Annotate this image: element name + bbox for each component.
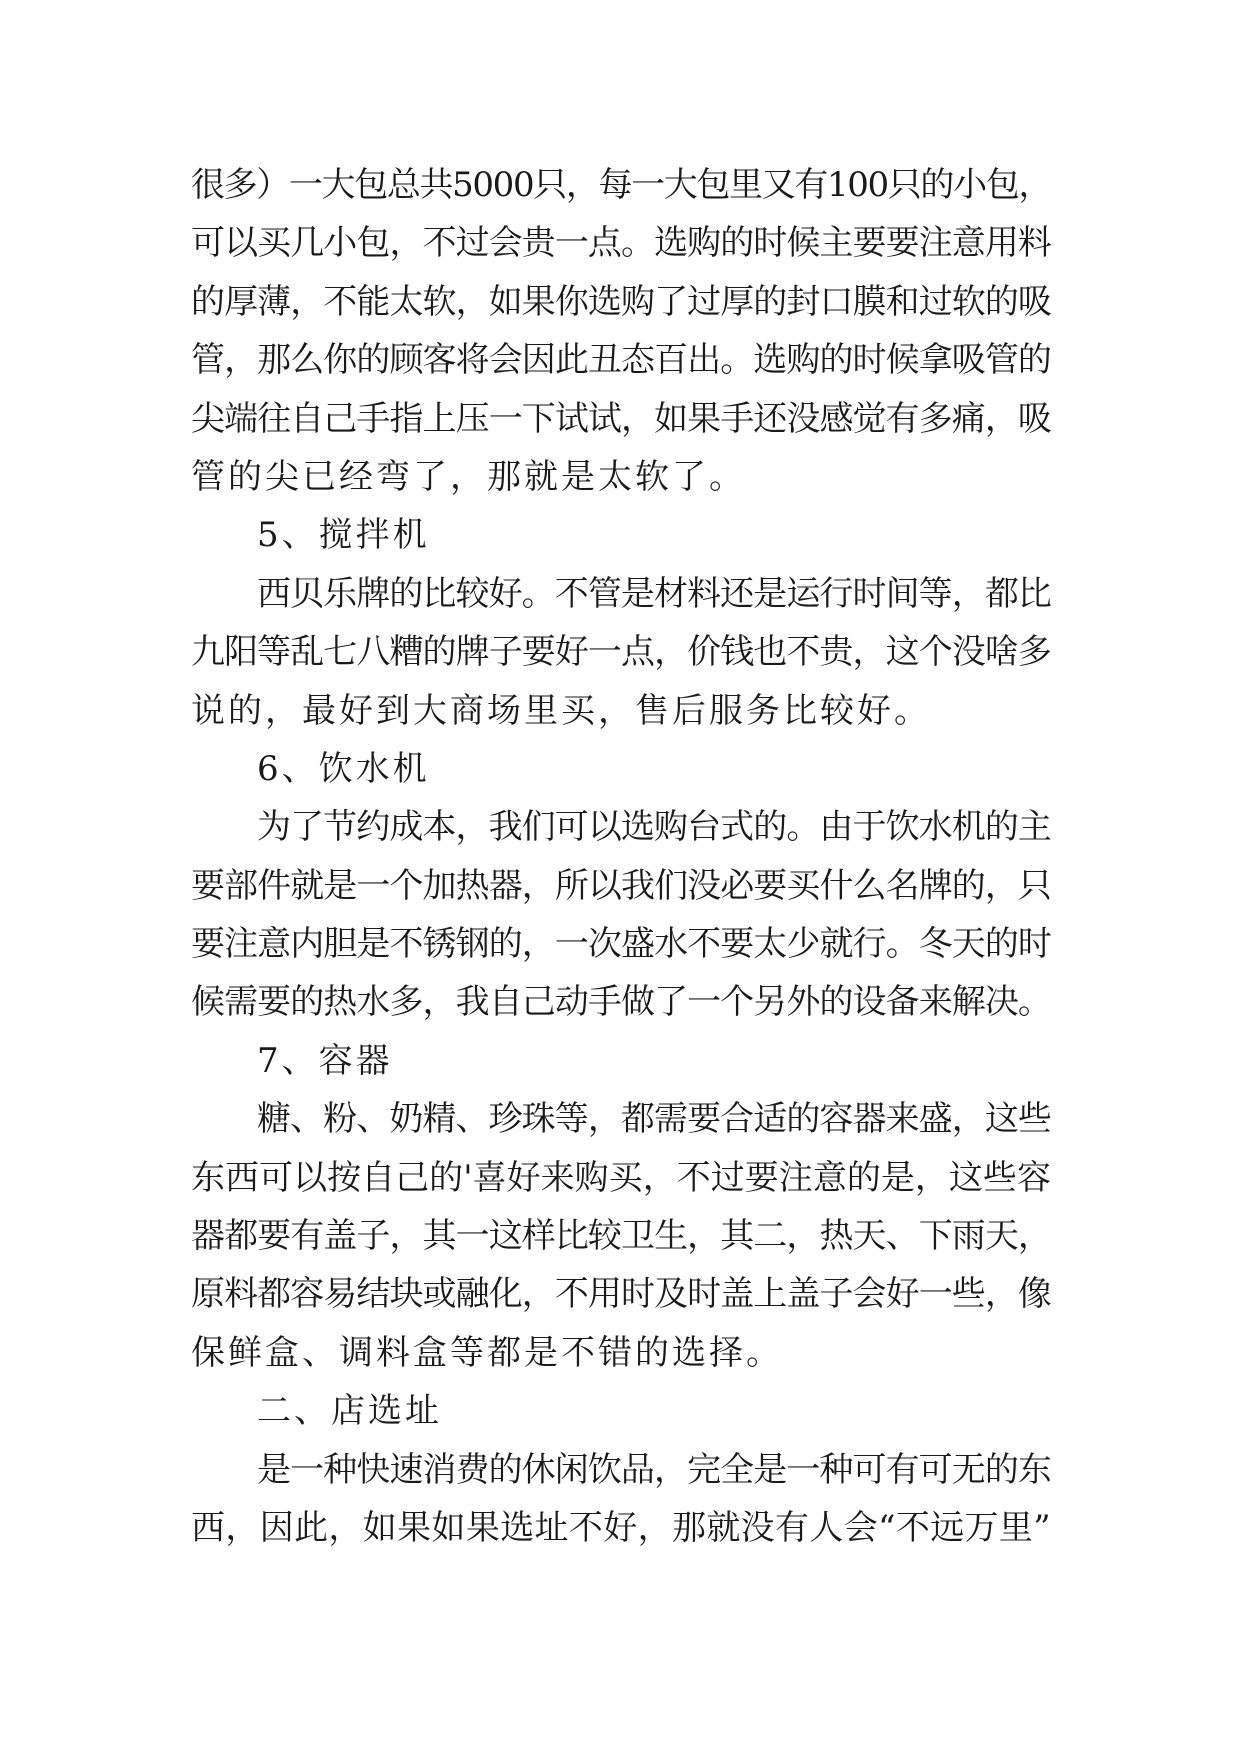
text-line: 的厚薄，不能太软，如果你选购了过厚的封口膜和过软的吸 xyxy=(191,281,1051,322)
text-line: 九阳等乱七八糟的牌子要好一点，价钱也不贵，这个没啥多 xyxy=(191,632,1051,673)
text-line: 西贝乐牌的比较好。不管是材料还是运行时间等，都比 xyxy=(257,573,1051,614)
text-line: 管的尖已经弯了，那就是太软了。 xyxy=(191,456,746,497)
text-line: 候需要的热水多，我自己动手做了一个另外的设备来解决。 xyxy=(191,982,1051,1023)
section-heading: 5、搅拌机 xyxy=(257,515,430,556)
section-heading: 二、店选址 xyxy=(257,1391,442,1432)
text-line: 说的，最好到大商场里买，售后服务比较好。 xyxy=(191,690,931,731)
text-line: 管，那么你的顾客将会因此丑态百出。选购的时候拿吸管的 xyxy=(191,340,1051,381)
text-line: 器都要有盖子，其一这样比较卫生，其二，热天、下雨天， xyxy=(191,1216,1051,1257)
section-heading: 6、饮水机 xyxy=(257,748,430,789)
text-line: 原料都容易结块或融化，不用时及时盖上盖子会好一些，像 xyxy=(191,1274,1051,1315)
text-line: 是一种快速消费的休闲饮品，完全是一种可有可无的东 xyxy=(257,1449,1051,1490)
text-line: 为了节约成本，我们可以选购台式的。由于饮水机的主 xyxy=(257,807,1051,848)
text-line: 可以买几小包，不过会贵一点。选购的时候主要要注意用料 xyxy=(191,223,1051,264)
text-line: 很多）一大包总共5000只，每一大包里又有100只的小包， xyxy=(191,165,1051,205)
section-heading: 7、容器 xyxy=(257,1040,393,1081)
text-line: 要注意内胆是不锈钢的，一次盛水不要太少就行。冬天的时 xyxy=(191,924,1051,965)
text-line: 保鲜盒、调料盒等都是不错的选择。 xyxy=(191,1332,783,1373)
text-line: 西，因此，如果如果选址不好，那就没有人会“不远万里” xyxy=(191,1507,1051,1548)
document-body xyxy=(191,156,1051,1557)
text-line: 尖端往自己手指上压一下试试，如果手还没感觉有多痛，吸 xyxy=(191,398,1051,439)
text-line: 要部件就是一个加热器，所以我们没必要买什么名牌的，只 xyxy=(191,865,1051,906)
text-line: 糖、粉、奶精、珍珠等，都需要合适的容器来盛，这些 xyxy=(257,1099,1051,1140)
text-line: 东西可以按自己的'喜好来购买，不过要注意的是，这些容 xyxy=(191,1157,1051,1198)
